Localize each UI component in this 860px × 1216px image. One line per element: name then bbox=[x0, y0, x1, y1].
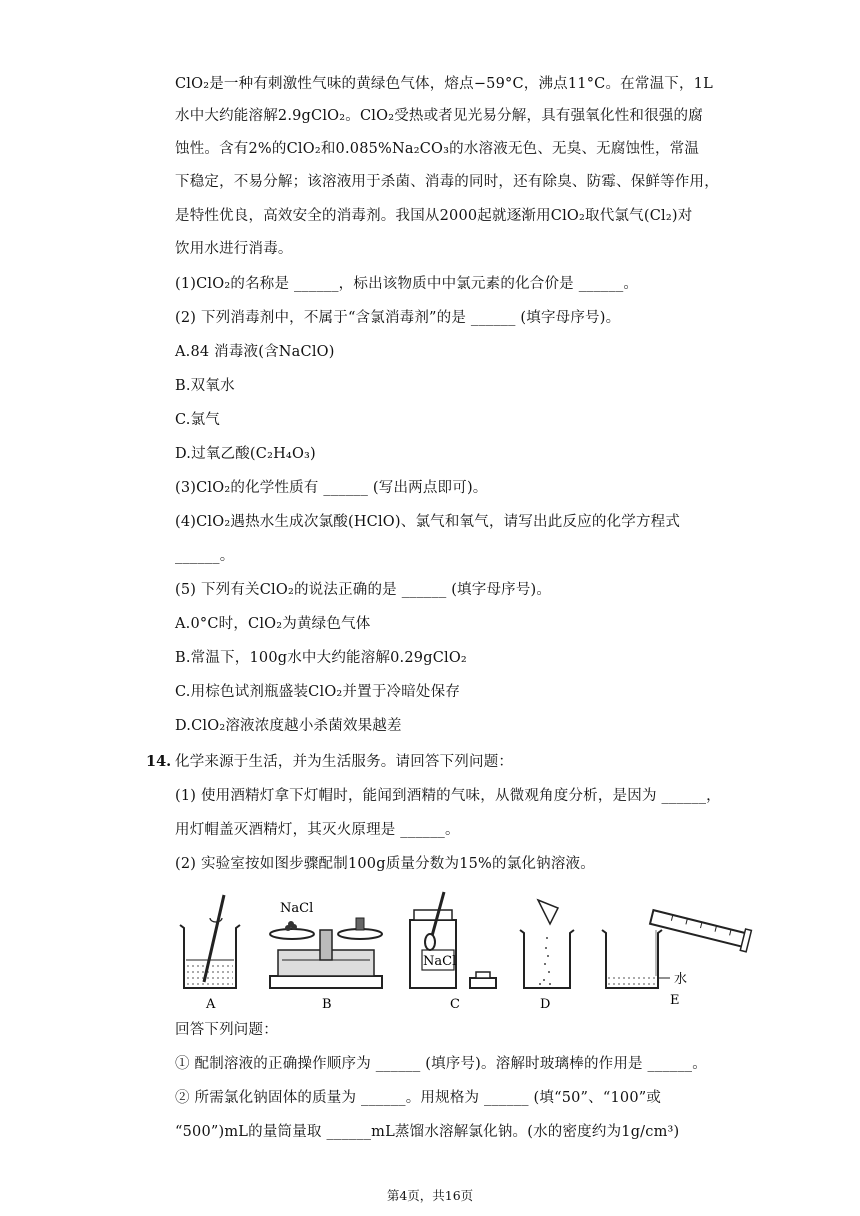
q13-part-3: (3)ClO₂的化学性质有 ______ (写出两点即可)。 bbox=[175, 480, 488, 496]
step-c-reagent-jar bbox=[410, 892, 496, 988]
fig-label-c: C bbox=[450, 997, 460, 1012]
q13-p5-option-a: A.0°C时，ClO₂为黄绿色气体 bbox=[175, 616, 371, 632]
q13-p2-option-d: D.过氧乙酸(C₂H₄O₃) bbox=[175, 446, 316, 462]
q13-p5-option-c: C.用棕色试剂瓶盛装ClO₂并置于冷暗处保存 bbox=[175, 684, 461, 700]
fig-c-nacl-label: NaCl bbox=[423, 954, 457, 969]
page-footer: 第4页，共16页 bbox=[386, 1188, 474, 1203]
q13-part-2: (2) 下列消毒剂中，不属于“含氯消毒剂”的是 ______ (填字母序号)。 bbox=[175, 310, 621, 326]
q14-number: 14. bbox=[146, 753, 172, 770]
q13-part-4a: (4)ClO₂遇热水生成次氯酸(HClO)、氯气和氧气，请写出此反应的化学方程式 bbox=[175, 514, 681, 530]
q14-part-1a: (1) 使用酒精灯拿下灯帽时，能闻到酒精的气味，从微观角度分析，是因为 ______， bbox=[175, 788, 721, 804]
q13-p2-option-a: A.84 消毒液(含NaClO) bbox=[175, 344, 335, 360]
passage-line-1: ClO₂是一种有刺激性气味的黄绿色气体，熔点−59°C，沸点11°C。在常温下，1L bbox=[175, 76, 713, 92]
passage-line-6: 饮用水进行消毒。 bbox=[175, 241, 293, 257]
q13-part-5: (5) 下列有关ClO₂的说法正确的是 ______ (填字母序号)。 bbox=[175, 582, 552, 598]
fig-label-d: D bbox=[540, 997, 551, 1012]
q14-part-1b: 用灯帽盖灭酒精灯，其灭火原理是 ______。 bbox=[175, 822, 460, 838]
q13-p2-option-b: B.双氧水 bbox=[175, 378, 235, 394]
q13-part-1: (1)ClO₂的名称是 ______，标出该物质中中氯元素的化合价是 ______。 bbox=[175, 276, 639, 292]
fig-b-nacl-label: NaCl bbox=[280, 901, 314, 916]
passage-line-2: 水中大约能溶解2.9gClO₂。ClO₂受热或者见光易分解，具有强氧化性和很强的腐 bbox=[175, 108, 703, 124]
q14-sub-1: ① 配制溶液的正确操作顺序为 ______ (填序号)。溶解时玻璃棒的作用是 ______。 bbox=[175, 1056, 707, 1072]
step-a-beaker-stirring bbox=[180, 895, 240, 988]
fig-label-e: E bbox=[670, 993, 680, 1008]
fig-label-b: B bbox=[322, 997, 332, 1012]
q13-part-4b: ______。 bbox=[175, 548, 235, 564]
q14-sub-2a: ② 所需氯化钠固体的质量为 ______。用规格为 ______ (填“50”、“100”或 bbox=[175, 1090, 662, 1106]
step-d-beaker-funnel bbox=[520, 900, 574, 988]
q14-sub-intro: 回答下列问题： bbox=[175, 1022, 278, 1038]
fig-e-water-label: 水 bbox=[674, 972, 688, 987]
q14-part-2: (2) 实验室按如图步骤配制100g质量分数为15%的氯化钠溶液。 bbox=[175, 856, 595, 872]
fig-label-a: A bbox=[206, 997, 216, 1012]
solution-preparation-figure bbox=[170, 890, 760, 1015]
passage-line-4: 下稳定，不易分解；该溶液用于杀菌、消毒的同时，还有除臭、防霉、保鲜等作用， bbox=[175, 174, 719, 190]
q13-p5-option-b: B.常温下，100g水中大约能溶解0.29gClO₂ bbox=[175, 650, 467, 666]
q13-p2-option-c: C.氯气 bbox=[175, 412, 220, 428]
q14-sub-2b: “500”)mL的量筒量取 ______mL蒸馏水溶解氯化钠。(水的密度约为1g/cm³) bbox=[175, 1124, 680, 1140]
q14-stem: 化学来源于生活，并为生活服务。请回答下列问题： bbox=[175, 754, 514, 770]
passage-line-5: 是特性优良，高效安全的消毒剂。我国从2000起就逐渐用ClO₂取代氯气(Cl₂)对 bbox=[175, 208, 693, 224]
step-b-balance bbox=[270, 901, 382, 988]
q13-p5-option-d: D.ClO₂溶液浓度越小杀菌效果越差 bbox=[175, 718, 402, 734]
step-e-pouring-water bbox=[602, 906, 751, 988]
passage-line-3: 蚀性。含有2%的ClO₂和0.085%Na₂CO₃的水溶液无色、无臭、无腐蚀性，常温 bbox=[175, 141, 700, 157]
